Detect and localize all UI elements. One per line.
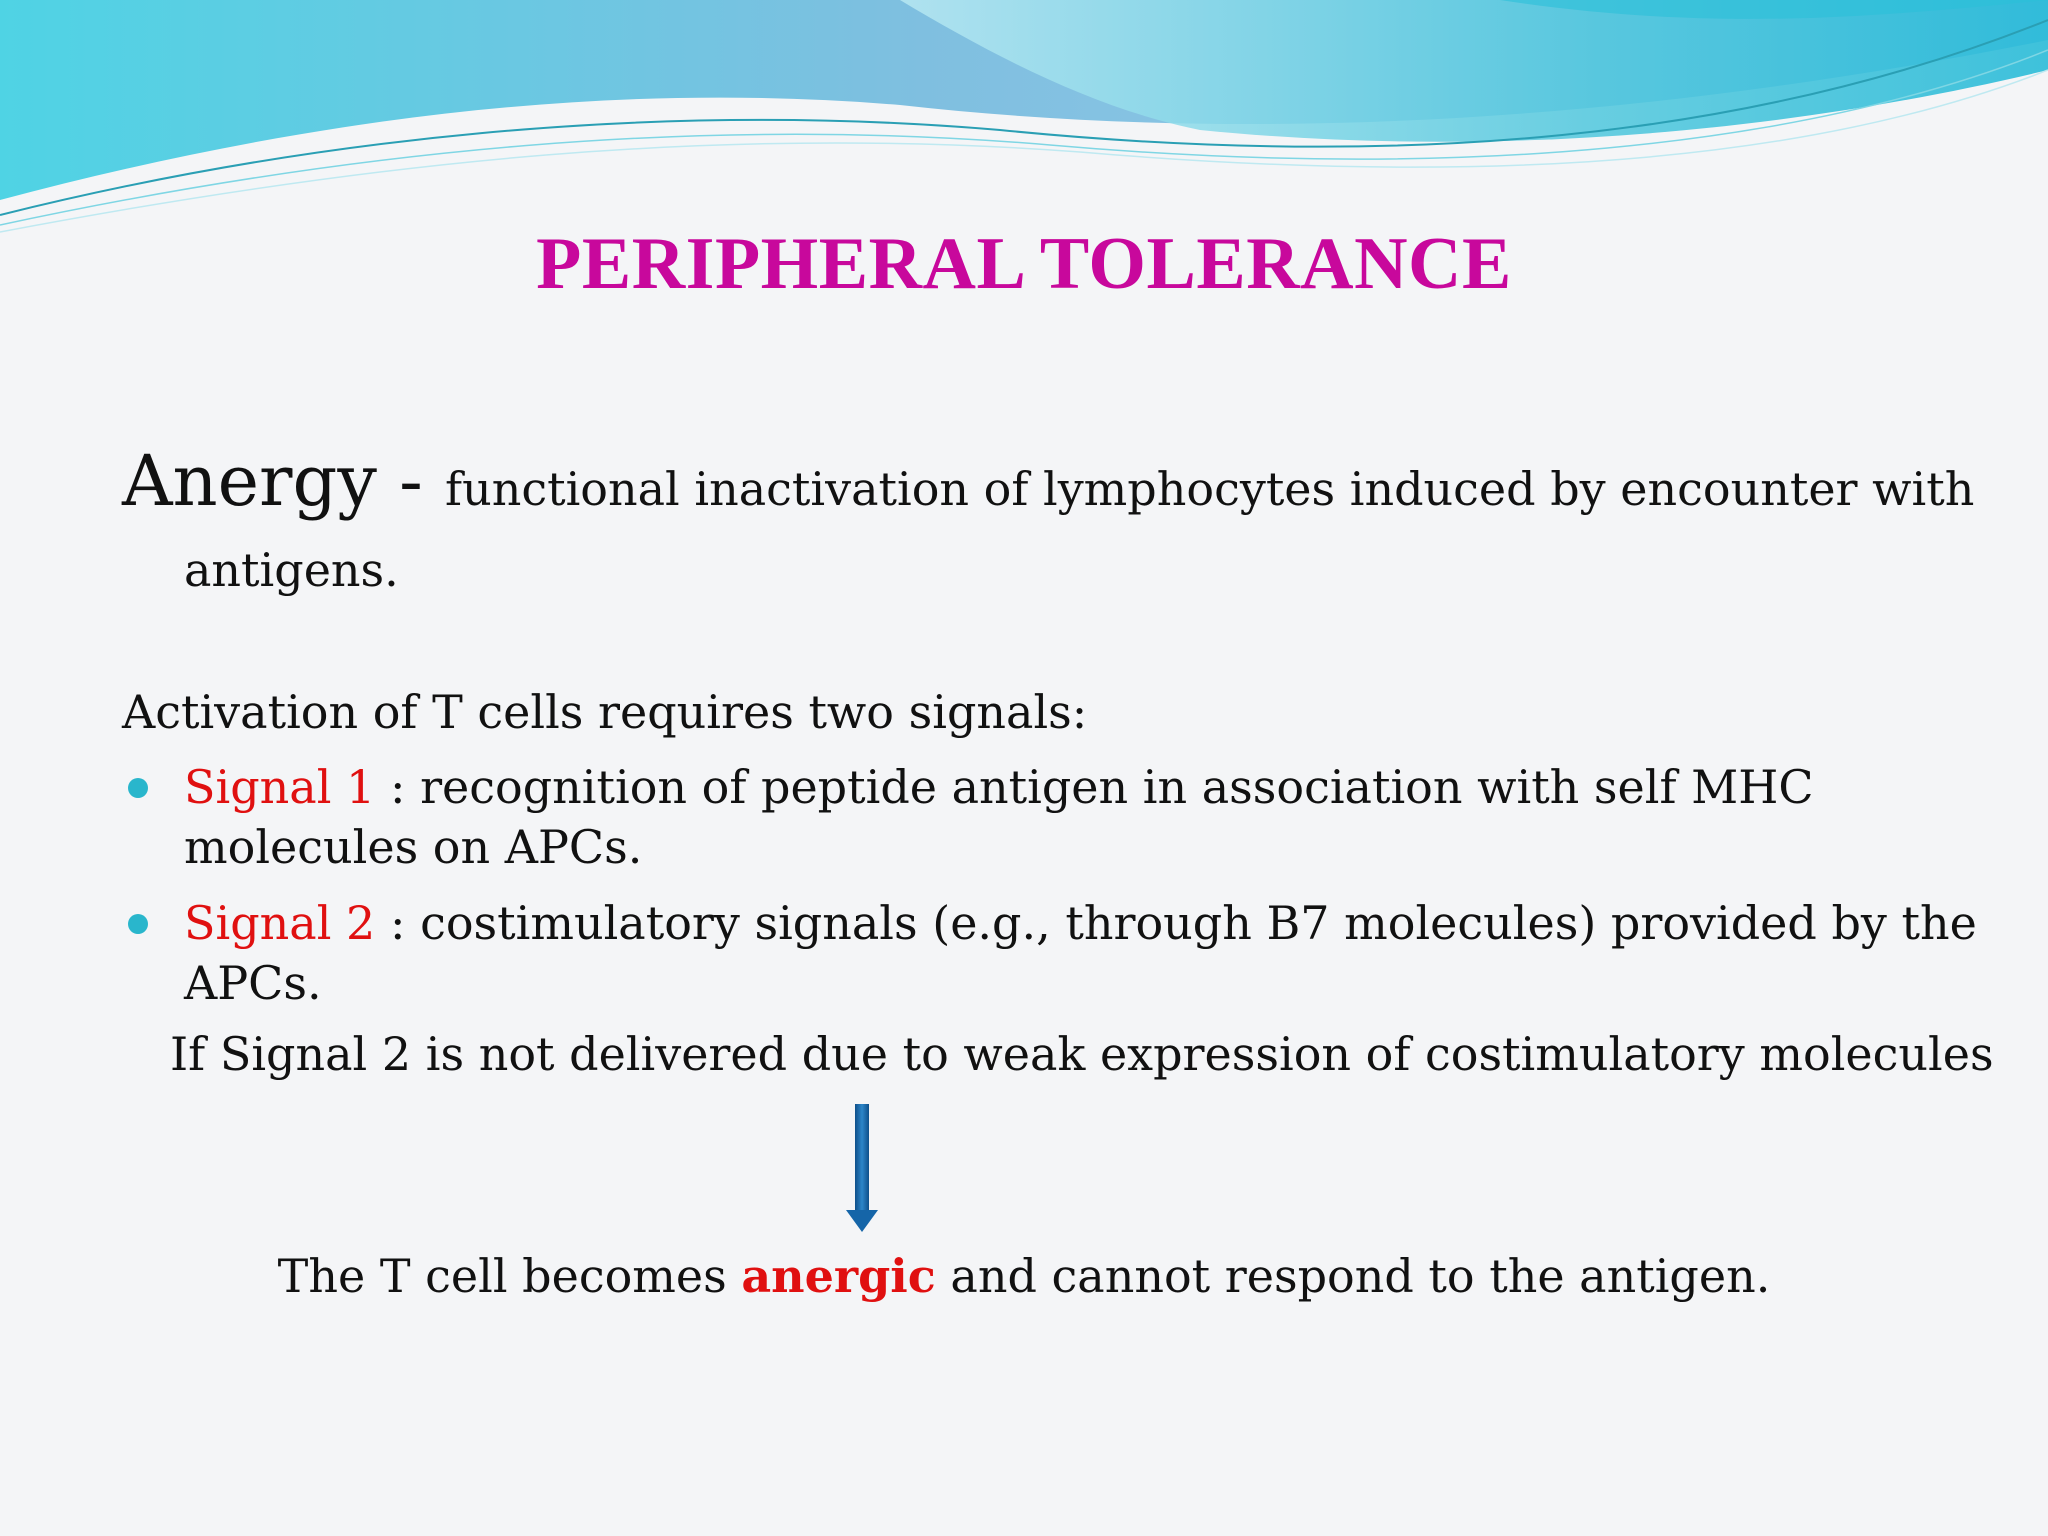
anergy-term: Anergy - [122, 440, 446, 522]
anergy-definition [122, 440, 1975, 524]
header-wave-decoration [0, 0, 2048, 240]
signal-1-label: Signal 1 [184, 760, 376, 814]
round-bullet-icon [128, 914, 148, 934]
result-before: The T cell becomes [277, 1249, 742, 1303]
slide-title: PERIPHERAL TOLERANCE [536, 223, 1512, 305]
result-text [0, 1246, 2048, 1306]
signal-2-text-line2: APCs. [184, 956, 322, 1010]
signal-1-text-line2: molecules on APCs. [184, 820, 643, 874]
down-arrow-icon [844, 1104, 880, 1234]
signal-2-label: Signal 2 [184, 896, 376, 950]
signal-2-text: : costimulatory signals (e.g., through B7 molecules) provided by the [375, 896, 1977, 950]
signal-1-text: : recognition of peptide antigen in association with self MHC [375, 760, 1814, 814]
round-bullet-icon [128, 778, 148, 798]
anergy-definition-line2: antigens. [184, 543, 399, 597]
anergy-definition-line1: functional inactivation of lymphocytes induced by encounter with [445, 462, 1975, 516]
anergic-highlight: anergic [741, 1249, 936, 1303]
activation-intro: Activation of T cells requires two signals: [122, 685, 1088, 739]
condition-text: If Signal 2 is not delivered due to weak expression of costimulatory molecules [170, 1027, 1994, 1081]
result-after: and cannot respond to the antigen. [935, 1249, 1771, 1303]
